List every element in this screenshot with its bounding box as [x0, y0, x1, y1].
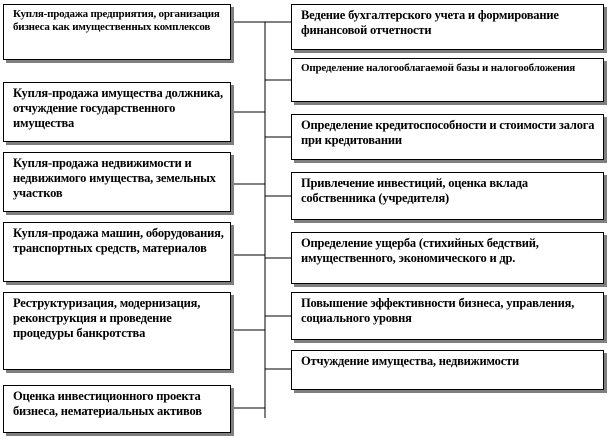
right-box-7-label: Отчуждение имущества, недвижимости	[301, 354, 519, 368]
left-box-4	[3, 222, 231, 282]
left-box-6	[3, 385, 231, 433]
left-box-3	[3, 152, 231, 212]
right-box-1-label: Ведение бухгалтерского учета и формирование финансовой отчетности	[301, 8, 559, 37]
left-box-1	[3, 4, 231, 60]
right-box-1	[291, 4, 604, 50]
right-box-4	[291, 172, 604, 220]
right-box-7	[291, 350, 604, 390]
right-box-5	[291, 232, 604, 284]
right-box-5-label: Определение ущерба (стихийных бедствий, имущественного, экономического и др.	[301, 236, 539, 265]
left-box-6-label: Оценка инвестиционного проекта бизнеса, нематериальных активов	[13, 389, 202, 418]
left-box-5	[3, 292, 231, 370]
left-box-1-label: Купля-продажа предприятия, организация бизнеса как имущественных комплексов	[13, 8, 220, 34]
left-box-2	[3, 82, 231, 142]
left-box-4-label: Купля-продажа машин, оборудования, транспортных средств, материалов	[13, 226, 224, 255]
right-box-4-label: Привлечение инвестиций, оценка вклада собственника (учредителя)	[301, 176, 528, 205]
right-box-6	[291, 292, 604, 340]
left-box-5-label: Реструктуризация, модернизация, реконструкция и проведение процедуры банкротства	[13, 296, 201, 340]
right-box-2-label: Определение налогооблагаемой базы и налогообложения	[301, 62, 576, 74]
left-box-3-label: Купля-продажа недвижимости и недвижимого имущества, земельных участков	[13, 156, 216, 200]
right-box-6-label: Повышение эффективности бизнеса, управления, социального уровня	[301, 296, 575, 325]
right-box-2	[291, 58, 604, 102]
right-box-3-label: Определение кредитоспособности и стоимости залога при кредитовании	[301, 118, 595, 147]
left-box-2-label: Купля-продажа имущества должника, отчуждение государственного имущества	[13, 86, 223, 130]
right-box-3	[291, 114, 604, 160]
